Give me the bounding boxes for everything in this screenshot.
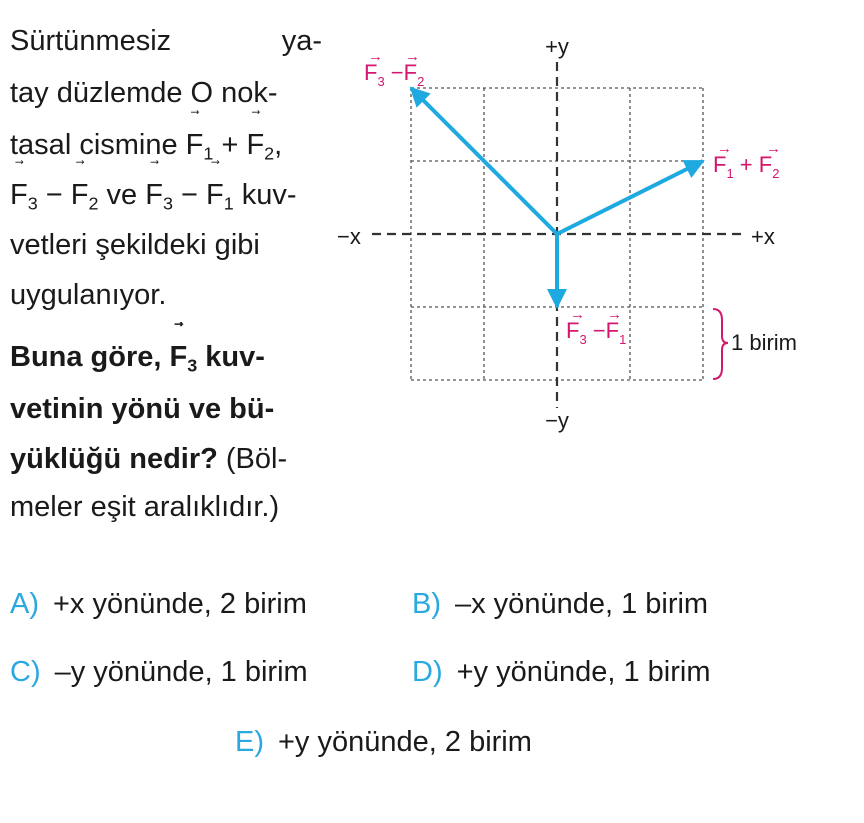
option-text: +y yönünde, 1 birim <box>456 656 711 688</box>
option-b[interactable] <box>412 586 708 622</box>
svg-text:F3 −F1: $F_3 -F_1$ <box>566 318 627 347</box>
vector-subscript: 3 <box>162 193 173 214</box>
axis-label-minus-y: −y <box>545 408 569 433</box>
axis-label-minus-x: −x <box>337 224 361 249</box>
vector-f3-minus-f2 <box>411 88 557 234</box>
option-letter: C) <box>10 656 41 688</box>
question-line-2: tay düzlemde O nok- <box>10 77 278 109</box>
question-text: Sürtünmesiz <box>10 25 172 57</box>
option-text: +y yönünde, 2 birim <box>278 726 532 758</box>
vector-letter: F <box>10 179 28 211</box>
vector-letter: F <box>246 129 265 161</box>
option-e[interactable] <box>235 724 532 760</box>
question-text: kuv- <box>233 179 297 211</box>
unit-brace <box>713 309 728 379</box>
label-f3-minus-f1 <box>566 306 626 347</box>
vector-subscript: 1 <box>223 193 234 214</box>
operator: + <box>213 129 247 161</box>
question-text: ya- <box>281 25 322 57</box>
vector-f1-plus-f2 <box>557 161 703 234</box>
vector-letter: F <box>70 179 89 211</box>
vector-letter: F <box>145 179 163 211</box>
question-text: Buna göre, <box>10 341 170 373</box>
option-a[interactable] <box>10 586 307 622</box>
question-line-5: vetleri şekildeki gibi <box>10 229 260 261</box>
vector-subscript: 3 <box>187 355 198 376</box>
svg-text:→: → <box>717 140 732 157</box>
axis-label-plus-y: +y <box>545 34 569 59</box>
option-letter: D) <box>412 656 443 688</box>
option-c[interactable] <box>10 654 308 690</box>
vector-letter: F <box>206 179 224 211</box>
vector-subscript: 1 <box>203 143 214 164</box>
svg-text:→: → <box>368 48 383 65</box>
question-text: tasal cismine <box>10 129 186 161</box>
option-text: –y yönünde, 1 birim <box>54 656 308 688</box>
question-prompt-line-2: vetinin yönü ve bü- <box>10 393 275 425</box>
svg-text:→: → <box>607 306 622 323</box>
option-letter: E) <box>235 726 264 758</box>
option-text: –x yönünde, 1 birim <box>455 588 709 620</box>
svg-text:F1 + F2: $F_1 + F_2$ <box>713 152 780 181</box>
label-f3-minus-f2 <box>364 48 424 89</box>
svg-text:F3 −F2: $F_3 -F_2$ <box>364 60 425 89</box>
operator: − <box>172 179 207 211</box>
axis-label-plus-x: +x <box>751 224 775 249</box>
question-text: (Böl- <box>217 443 288 475</box>
question-prompt-line-4: meler eşit aralıklıdır.) <box>10 491 280 523</box>
question-text: kuv- <box>197 341 265 373</box>
question-text: ve <box>98 179 146 211</box>
option-d[interactable] <box>412 654 711 690</box>
operator: − <box>37 179 71 211</box>
unit-label: 1 birim <box>731 330 798 355</box>
svg-text:→: → <box>766 140 781 157</box>
vector-subscript: 3 <box>27 193 38 214</box>
vector-letter: F <box>185 129 204 161</box>
vector-subscript: 2 <box>88 193 99 214</box>
option-text: +x yönünde, 2 birim <box>53 588 307 620</box>
question-text: yüklüğü nedir? <box>10 443 218 475</box>
option-letter: A) <box>10 588 39 620</box>
question-line-6: uygulanıyor. <box>10 279 167 311</box>
vector-letter: F <box>169 341 188 373</box>
label-f1-plus-f2 <box>713 140 781 181</box>
punctuation: , <box>274 129 283 161</box>
vector-subscript: 2 <box>264 143 275 164</box>
svg-text:→: → <box>405 48 420 65</box>
option-letter: B) <box>412 588 441 620</box>
svg-text:→: → <box>570 306 585 323</box>
